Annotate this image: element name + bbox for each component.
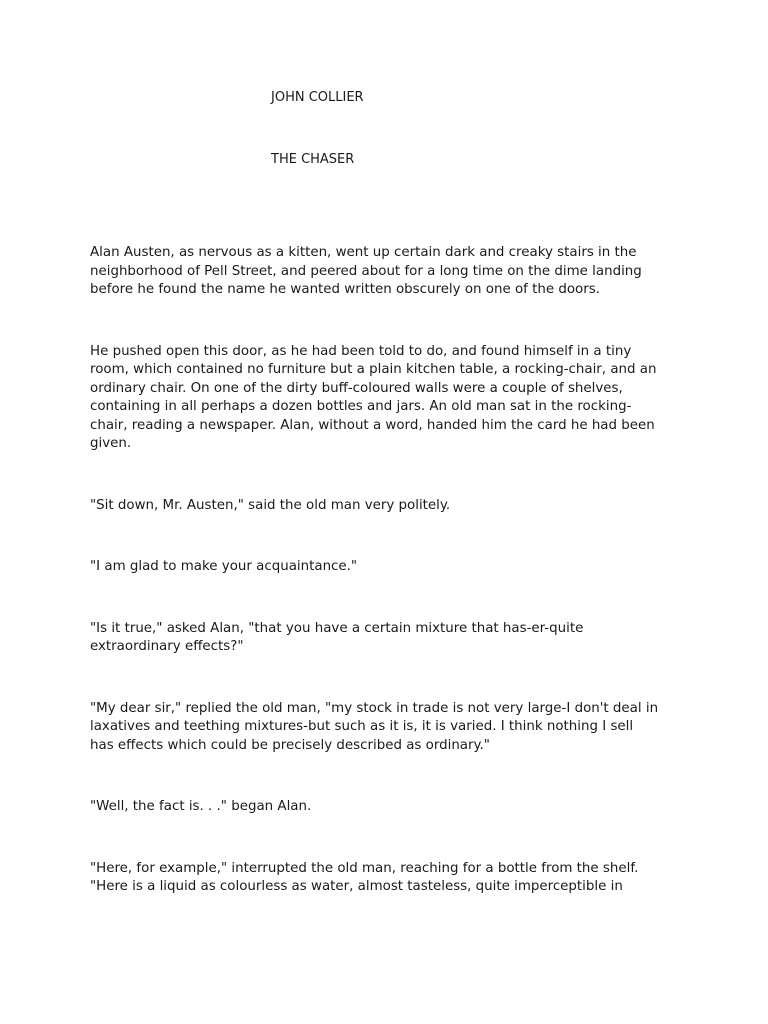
- paragraph-5: "Is it true," asked Alan, "that you have a certain mixture that has-er-quite extraordinary effects?": [90, 620, 584, 654]
- story-title: THE CHASER: [271, 152, 355, 167]
- story-body: [90, 244, 690, 897]
- paragraph-1: Alan Austen, as nervous as a kitten, went up certain dark and creaky stairs in the neighborhood of Pell Street, and peered about for a long time on the dime landing before he found the name he wanted written obscurely on one of the doors.: [90, 245, 642, 297]
- paragraph-7: "Well, the fact is. . ." began Alan.: [90, 799, 312, 814]
- paragraph-3: "Sit down, Mr. Austen," said the old man very politely.: [90, 497, 451, 513]
- paragraph-2: He pushed open this door, as he had been told to do, and found himself in a tiny room, which contained no furniture but a plain kitchen table, a rocking-chair, and an ordinary chair. On one of the dirty buff-coloured walls were a couple of shelves, containing in all perhaps a dozen bottles and jars. An old man sat in the rocking- chair, reading a newspaper. Alan, without a word, handed him the card he had been given.: [90, 343, 657, 451]
- paragraph-4: "I am glad to make your acquaintance.": [90, 559, 358, 574]
- paragraph-8: "Here, for example," interrupted the old man, reaching for a bottle from the shelf. "Here is a liquid as colourless as water, almost tasteless, quite imperceptible in: [90, 860, 639, 894]
- author-heading: JOHN COLLIER: [271, 90, 364, 105]
- paragraph-6: "My dear sir," replied the old man, "my stock in trade is not very large-I don't deal in laxatives and teething mixtures-but such as it is, it is varied. I think nothing I sell has effects which could be precisely described as ordinary.": [90, 700, 659, 753]
